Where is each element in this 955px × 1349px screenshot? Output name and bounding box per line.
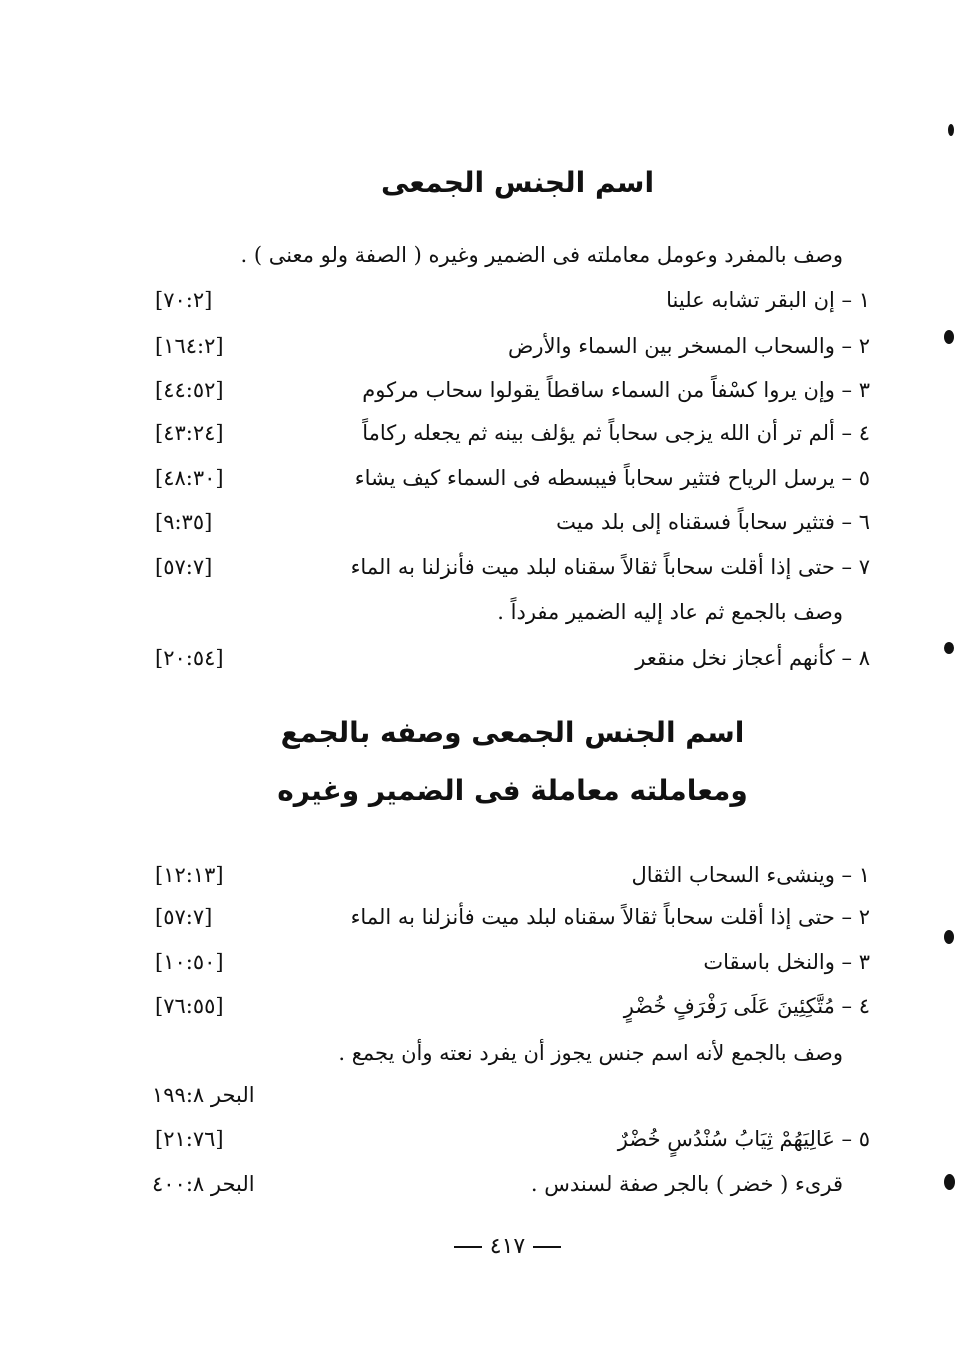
verse-text: ٢ – حتى إذا أقلت سحاباً ثقالاً سقناه لبلد ميت فأنزلنا به الماء <box>350 905 870 929</box>
list-item <box>150 943 870 981</box>
verse-reference: [٥٧:٧] <box>155 905 213 929</box>
list-item <box>150 548 870 586</box>
source-citation: البحر ٤٠٠:٨ <box>152 1172 255 1196</box>
verse-reference: [١٠:٥٠] <box>155 950 224 974</box>
verse-text: ٤ – مُتَّكِئِينَ عَلَى رَفْرَفٍ خُضْرٍ <box>623 994 870 1018</box>
verse-reference: [٢١:٧٦] <box>155 1127 224 1151</box>
scan-mark <box>944 642 954 654</box>
item-note: وصف بالجمع لأنه اسم جنس يجوز أن يفرد نعته وأن يجمع . <box>338 1041 843 1065</box>
verse-reference: [٧٠:٢] <box>155 288 213 312</box>
dash-right <box>533 1246 561 1248</box>
verse-reference: [٩:٣٥] <box>155 510 213 534</box>
list-item <box>150 987 870 1025</box>
list-item <box>150 414 870 452</box>
list-item <box>150 639 870 677</box>
verse-reference: [١٢:١٣] <box>155 863 224 887</box>
list-item <box>150 503 870 541</box>
source-citation: البحر ١٩٩:٨ <box>152 1083 255 1107</box>
item-note: وصف بالجمع ثم عاد إليه الضمير مفرداً . <box>497 600 843 624</box>
verse-text: ٣ – وإن يروا كسْفاً من السماء ساقطاً يقولوا سحاب مركوم <box>362 378 870 402</box>
list-item <box>150 1120 870 1158</box>
verse-text: ٣ – والنخل باسقات <box>703 950 870 974</box>
dash-left <box>454 1246 482 1248</box>
section1-intro: وصف بالمفرد وعومل معاملته فى الضمير وغيره ( الصفة ولو معنى ) . <box>240 243 843 267</box>
verse-text: ٦ – فتثير سحاباً فسقناه إلى بلد ميت <box>556 510 870 534</box>
scan-mark <box>944 930 954 944</box>
list-item <box>150 327 870 365</box>
page-number-value: ٤١٧ <box>489 1234 526 1259</box>
verse-text: ١ – وينشىء السحاب الثقال <box>631 863 870 887</box>
verse-reference: [٤٤:٥٢] <box>155 378 224 402</box>
verse-text: ٨ – كأنهم أعجاز نخل منقعر <box>635 646 870 670</box>
scan-mark <box>944 330 954 344</box>
verse-reference: [٢٠:٥٤] <box>155 646 224 670</box>
verse-text: ٤ – ألم تر أن الله يزجى سحاباً ثم يؤلف بينه ثم يجعله ركاماً <box>362 421 870 445</box>
page-number <box>0 1234 955 1259</box>
section2-title-line2: ومعاملته معاملة فى الضمير وغيره <box>277 774 748 807</box>
verse-text: ٥ – عَالِيَهُمْ ثِيَابُ سُنْدُسٍ خُضْرٌ <box>617 1127 870 1151</box>
list-item <box>150 856 870 894</box>
verse-text: ١ – إن البقر تشابه علينا <box>666 288 870 312</box>
scan-mark <box>944 1174 955 1190</box>
scan-mark <box>948 124 954 136</box>
verse-reference: [٧٦:٥٥] <box>155 994 224 1018</box>
section1-title: اسم الجنس الجمعى <box>380 166 655 199</box>
list-item <box>150 459 870 497</box>
list-item <box>150 281 870 319</box>
verse-text: ٢ – والسحاب المسخر بين السماء والأرض <box>508 334 870 358</box>
list-item <box>150 371 870 409</box>
section2-title-line1: اسم الجنس الجمعى وصفه بالجمع <box>280 716 745 749</box>
verse-reference: [٤٨:٣٠] <box>155 466 224 490</box>
verse-reference: [٤٣:٢٤] <box>155 421 224 445</box>
verse-reference: [٥٧:٧] <box>155 555 213 579</box>
verse-reference: [١٦٤:٢] <box>155 334 224 358</box>
verse-text: ٧ – حتى إذا أقلت سحاباً ثقالاً سقناه لبلد ميت فأنزلنا به الماء <box>350 555 870 579</box>
list-item <box>150 898 870 936</box>
item-note: قرىء ( خضر ) بالجر صفة لسندس . <box>530 1172 843 1196</box>
verse-text: ٥ – يرسل الرياح فتثير سحاباً فيبسطه فى السماء كيف يشاء <box>354 466 870 490</box>
